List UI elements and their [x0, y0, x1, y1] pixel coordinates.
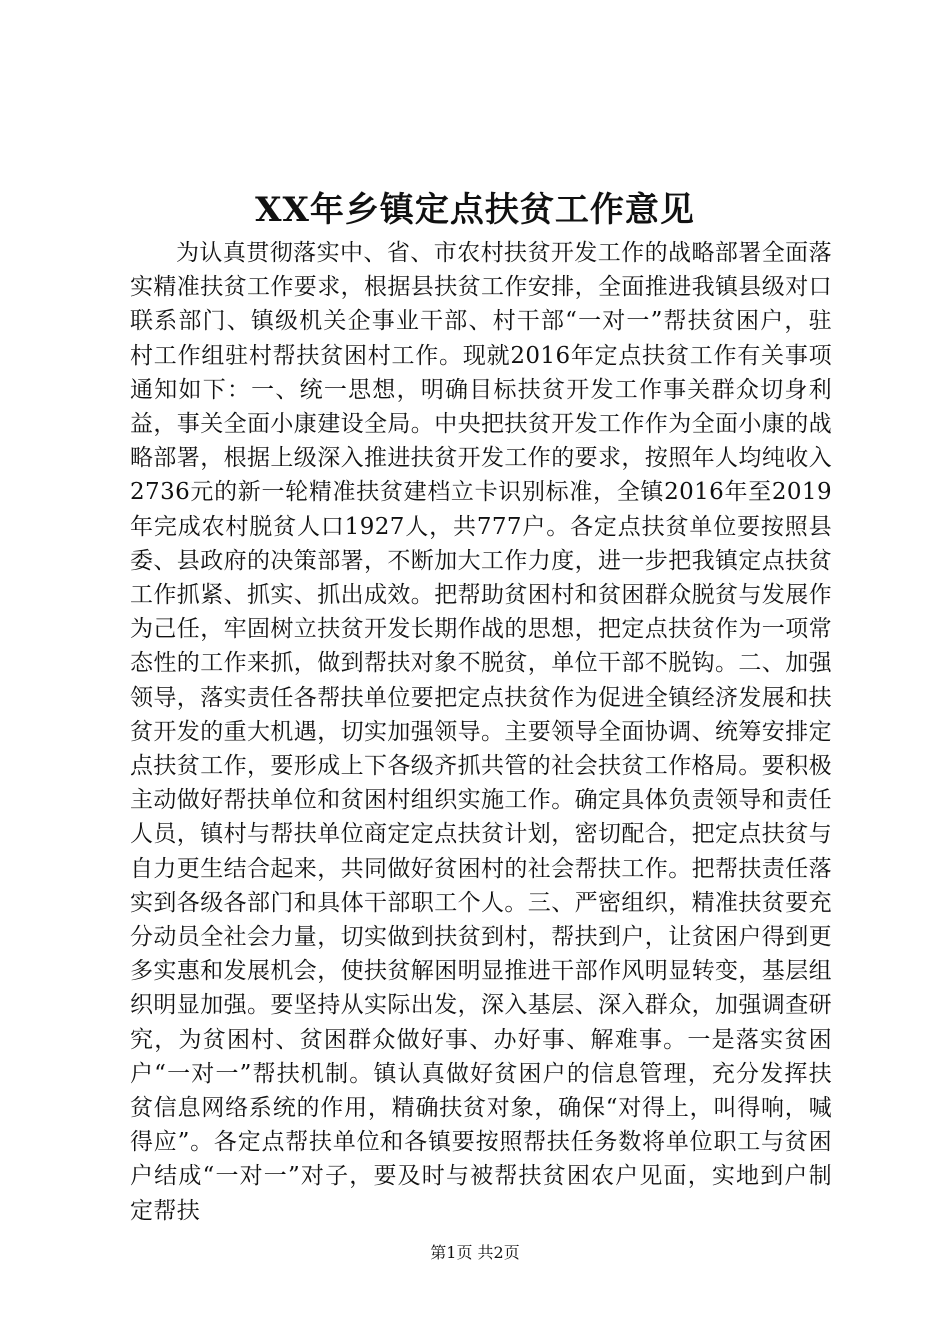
document-body: 为认真贯彻落实中、省、市农村扶贫开发工作的战略部署全面落实精准扶贫工作要求，根据县扶贫工作安排，全面推进我镇县级对口联系部门、镇级机关企事业干部、村干部“一对一”帮扶贫困户，驻村工作组驻村帮扶贫困村工作。现就2016年定点扶贫工作有关事项通知如下：一、统一思想，明确目标扶贫开发工作事关群众切身利益，事关全面小康建设全局。中央把扶贫开发工作作为全面小康的战略部署，根据上级深入推进扶贫开发工作的要求，按照年人均纯收入2736元的新一轮精准扶贫建档立卡识别标准，全镇2016年至2019年完成农村脱贫人口1927人，共777户。各定点扶贫单位要按照县委、县政府的决策部署，不断加大工作力度，进一步把我镇定点扶贫工作抓紧、抓实、抓出成效。把帮助贫困村和贫困群众脱贫与发展作为己任，牢固树立扶贫开发长期作战的思想，把定点扶贫作为一项常态性的工作来抓，做到帮扶对象不脱贫，单位干部不脱钩。二、加强领导，落实责任各帮扶单位要把定点扶贫作为促进全镇经济发展和扶贫开发的重大机遇，切实加强领导。主要领导全面协调、统筹安排定点扶贫工作，要形成上下各级齐抓共管的社会扶贫工作格局。要积极主动做好帮扶单位和贫困村组织实施工作。确定具体负责领导和责任人员，镇村与帮扶单位商定定点扶贫计划，密切配合，把定点扶贫与自力更生结合起来，共同做好贫困村的社会帮扶工作。把帮扶责任落实到各级各部门和具体干部职工个人。三、严密组织，精准扶贫要充分动员全社会力量，切实做到扶贫到村，帮扶到户，让贫困户得到更多实惠和发展机会，使扶贫解困明显推进干部作风明显转变，基层组织明显加强。要坚持从实际出发，深入基层、深入群众，加强调查研究，为贫困村、贫困群众做好事、办好事、解难事。一是落实贫困户“一对一”帮扶机制。镇认真做好贫困户的信息管理，充分发挥扶贫信息网络系统的作用，精确扶贫对象，确保“对得上，叫得响，喊得应”。各定点帮扶单位和各镇要按照帮扶任务数将单位职工与贫困户结成“一对一”对子，要及时与被帮扶贫困农户见面，实地到户制定帮扶 [130, 240, 832, 1224]
document-title: XX年乡镇定点扶贫工作意见 [255, 190, 695, 230]
page-number-footer: 第1页 共2页 [430, 1243, 520, 1262]
